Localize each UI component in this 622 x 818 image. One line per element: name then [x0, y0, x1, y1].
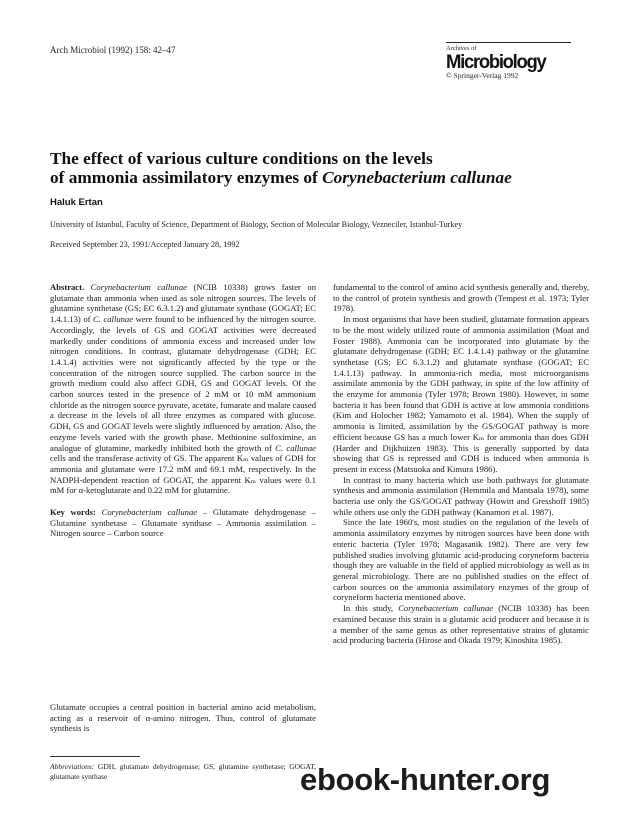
- abbreviations-footnote: [50, 762, 316, 781]
- article-title: [50, 150, 570, 187]
- abstract-text-2: were found to be influenced by the nitrogen source. Accordingly, the levels of GS and GOGAT activities were decreased markedly under conditions of ammonia excess and increased under low nitrogen conditions. In contrast, glutamate dehydrogenase (GDH; EC 1.4.1.4) activities were not significantly affected by the type or the concentration of the nitrogen source supplied. The carbon source in the growth medium could also affect GDH, GS and GOGAT levels. Of the carbon sources tested in the presence of 2 mM or 10 mM ammonium chloride as the nitrogen source pyruvate, acetate, fumarate and malate caused a decrease in the levels of all three enzymes as compared with glucose. GDH, GS and GOGAT levels were slightly influenced by aeration. Also, the enzyme levels varied with the growth phase. Methionine sulfoximine, an analogue of glutamine, markedly inhibited both the growth of: [50, 314, 316, 453]
- title-species: Corynebacterium callunae: [322, 167, 512, 187]
- right-paragraph-1: fundamental to the control of amino acid synthesis generally and, thereby, to the control of protein synthesis and growth (Tempest et al. 1973; Tyler 1978).: [333, 282, 589, 314]
- keywords-text: – Glutamate dehydrogenase – Glutamine synthetase – Glutamate synthase – Ammonia assimilation – Nitrogen source – Carbon source: [50, 507, 316, 539]
- keywords-label: Key words:: [50, 507, 96, 518]
- publisher-copyright: © Springer-Verlag 1992: [446, 71, 519, 80]
- abstract-species: Corynebacterium callunae: [90, 282, 187, 292]
- watermark: ebook-hunter.org: [300, 762, 551, 797]
- intro-paragraph: Glutamate occupies a central position in bacterial amino acid metabolism, acting as a reservoir of α-amino nitrogen. Thus, control of glutamate synthesis is: [50, 702, 316, 734]
- right-paragraph-3: In contrast to many bacteria which use both pathways for glutamate synthesis and ammonia assimilation (Hemmila and Mantsala 1978), some bacteria use only the GS/GOGAT pathway (Howitt and Gresshoff 1985) while others use only the GDH pathway (Kanamori et al. 1987).: [333, 474, 589, 517]
- footnote-text: GDH, glutamate dehydrogenase; GS, glutamine synthetase; GOGAT, glutamate synthase: [50, 762, 316, 781]
- journal-masthead: [446, 42, 576, 80]
- journal-logo: Microbiology: [446, 49, 546, 72]
- left-column: [50, 282, 316, 539]
- masthead-rule: [446, 42, 571, 43]
- masthead-archives-of: Archives of: [446, 45, 477, 52]
- author-affiliation: University of Istanbul, Faculty of Science, Department of Biology, Section of Molecular Biology, Vezneciler, Istanbul-Turkey: [50, 220, 463, 229]
- footnote-divider: [50, 756, 140, 757]
- journal-reference: Arch Microbiol (1992) 158: 42–47: [50, 45, 176, 55]
- footnote-label: Abbreviations:: [50, 762, 95, 771]
- title-line-2: of ammonia assimilatory enzymes of: [50, 167, 323, 187]
- keywords-species: Corynebacterium callunae: [101, 507, 198, 518]
- author-name: Haluk Ertan: [50, 197, 103, 208]
- right-paragraph-5: [333, 603, 589, 646]
- p5-prefix: In this study,: [343, 603, 399, 614]
- right-paragraph-2: In most organisms that have been studied, glutamate formation appears to be the most widely utilized route of ammonia assimilation (Moat and Foster 1988). Ammonia can be incorporated into glutamate by the glutamate dehydrogenase (GDH; EC 1.4.1.4) pathway or the glutamine synthetase (GS; EC 6.3.1.2) and glutamate synthase (GOGAT; EC 1.4.1.13) pathway. In ammonia-rich media, most microorganisms assimilate ammonia by the GDH pathway, in spite of the low affinity of the enzyme for ammonia (Tyler 1978; Brown 1980). However, in some bacteria it has been found that GDH is active at low ammonia conditions (Kim and Holocher 1982; Yamamoto et al. 1984). When the supply of ammonia is limited, assimilation by the GS/GOGAT pathway is more efficient because GS has a much lower Kₘ for ammonia than does GDH (Harder and Dijkhuizen 1983). This is generally supported by data showing that GS is repressed and GDH is induced when ammonia is present in excess (Matsuoka and Kimura 1986).: [333, 314, 589, 474]
- right-paragraph-4: Since the late 1960's, most studies on the regulation of the levels of ammonia assimilatory enzymes by nitrogen sources have been done with enteric bacteria (Tyler 1978; Magasanik 1982). There are very few published studies involving glutamic acid-producing coryneform bacteria though they are valuable in the field of applied microbiology as well as in general microbiology. There are no published studies on the effect of carbon sources on the ammonia assimilatory enzymes of the group of coryneform bacteria mentioned above.: [333, 517, 589, 603]
- title-line-1: The effect of various culture conditions on the levels: [50, 149, 433, 168]
- p5-species: Corynebacterium callunae: [398, 603, 494, 614]
- abstract: [50, 282, 316, 496]
- p5-text: (NCIB 10338) has been examined because this strain is a glutamic acid producer and because it is a member of the same genus as other representative strains of glutamic acid producing bacteria (Hirose and Okada 1979; Kinoshita 1985).: [333, 603, 590, 646]
- right-column: [333, 282, 589, 646]
- abstract-species-short-2: C. callunae: [275, 442, 316, 453]
- abstract-text-1: (NCIB 10338) grows faster on glutamate than ammonia when used as sole nitrogen sources. The levels of glutamine synthetase (GS; EC 6.3.1.2) and glutamate synthase (GOGAT; EC 1.4.1.13) of: [50, 282, 316, 325]
- introduction: [50, 702, 316, 734]
- received-accepted-dates: Received September 23, 1991/Accepted January 28, 1992: [50, 240, 240, 249]
- abstract-text-3: cells and the transferase activity of GS. The apparent Kₘ values of GDH for ammonia and glutamate were 17.2 mM and 69.1 mM, respectively. In the NADPH-dependent reaction of GOGAT, the apparent Kₘ values were 0.1 mM for α-ketoglutarate and 0.22 mM for glutamine.: [50, 453, 316, 496]
- abstract-species-short: C. callunae: [93, 314, 134, 325]
- abstract-label: Abstract.: [50, 282, 85, 292]
- keywords: [50, 507, 316, 539]
